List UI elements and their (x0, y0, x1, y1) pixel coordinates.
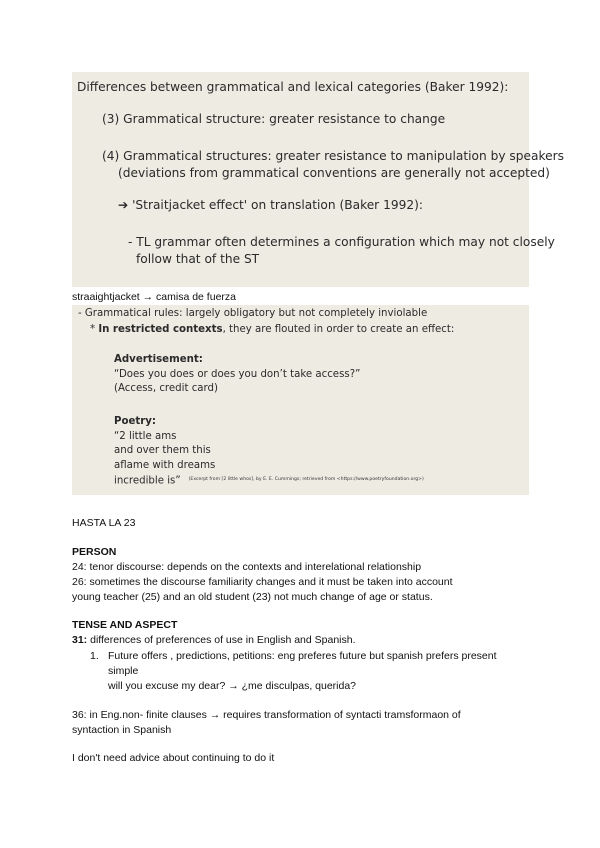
restricted-bold: In restricted contexts (98, 324, 223, 335)
list-item-number: 1. (90, 650, 99, 662)
advertisement-paren: (Access, credit card) (114, 383, 218, 394)
tl-grammar-bullet (128, 234, 555, 268)
star-marker: * (90, 324, 99, 335)
list-item-line1: Future offers , predictions, petitions: eng preferes future but spanish prefers present (108, 650, 497, 662)
list-item-line3: will you excuse my dear? → ¿me disculpas, querida? (108, 680, 357, 692)
list-item-line2: simple (108, 665, 139, 677)
poem-line-3: aflame with dreams (114, 459, 216, 471)
poem-line-1: “2 little ams (114, 430, 177, 442)
advice-note: I don't need advice about continuing to do it (72, 752, 275, 764)
tense-aspect-heading: TENSE AND ASPECT (72, 619, 178, 631)
slide-image-rules (72, 305, 529, 495)
person-heading: PERSON (72, 546, 117, 558)
bullet-line1: - TL grammar often determines a configuration which may not closely (128, 235, 555, 249)
note-31 (72, 634, 356, 646)
poem-source: (Excerpt from [2 little whos], by E. E. Cummings; retrieved from <https://www.poetryfoundation.org>) (188, 477, 424, 482)
point-4-line1: (4) Grammatical structures: greater resistance to manipulation by speakers (102, 149, 564, 163)
note-31-text: differences of preferences of use in English and Spanish. (87, 634, 356, 646)
poem-line-2: and over them this (114, 445, 211, 456)
poetry-heading: Poetry: (114, 416, 156, 427)
note-26: 26: sometimes the discourse familiarity changes and it must be taken into account (72, 576, 453, 588)
point-3: (3) Grammatical structure: greater resistance to change (102, 112, 446, 126)
point-4-line2: (deviations from grammatical conventions are generally not accepted) (118, 166, 550, 180)
straitjacket-arrow-point: ➔ 'Straitjacket effect' on translation (Baker 1992): (118, 198, 423, 212)
advertisement-block (114, 353, 360, 397)
note-26-continued: young teacher (25) and an old student (23) not much change of age or status. (72, 591, 433, 603)
point-4 (102, 148, 564, 182)
rules-line: - Grammatical rules: largely obligatory but not completely inviolable (78, 308, 428, 319)
slide-title: Differences between grammatical and lexical categories (Baker 1992): (77, 80, 509, 94)
poem-line-4: incredible is” (114, 475, 181, 487)
bullet-line2: follow that of the ST (136, 252, 260, 266)
advertisement-quote: “Does you does or does you don’t take access?” (114, 368, 361, 380)
note-24: 24: tenor discourse: depends on the contexts and interelational relationship (72, 561, 422, 573)
note-36: 36: in Eng.non- finite clauses → requires transformation of syntacti tramsformaon of (72, 709, 461, 721)
straitjacket-note: straaightjacket → camisa de fuerza (72, 291, 236, 303)
slide-image-baker (72, 72, 564, 287)
note-31-number: 31: (72, 634, 88, 646)
note-36-continued: syntaction in Spanish (72, 724, 172, 736)
advertisement-heading: Advertisement: (114, 354, 203, 365)
restricted-rest: , they are flouted in order to create an effect: (222, 324, 455, 335)
hasta-note: HASTA LA 23 (72, 517, 136, 529)
poetry-block (114, 415, 424, 489)
restricted-contexts-line (90, 324, 454, 335)
